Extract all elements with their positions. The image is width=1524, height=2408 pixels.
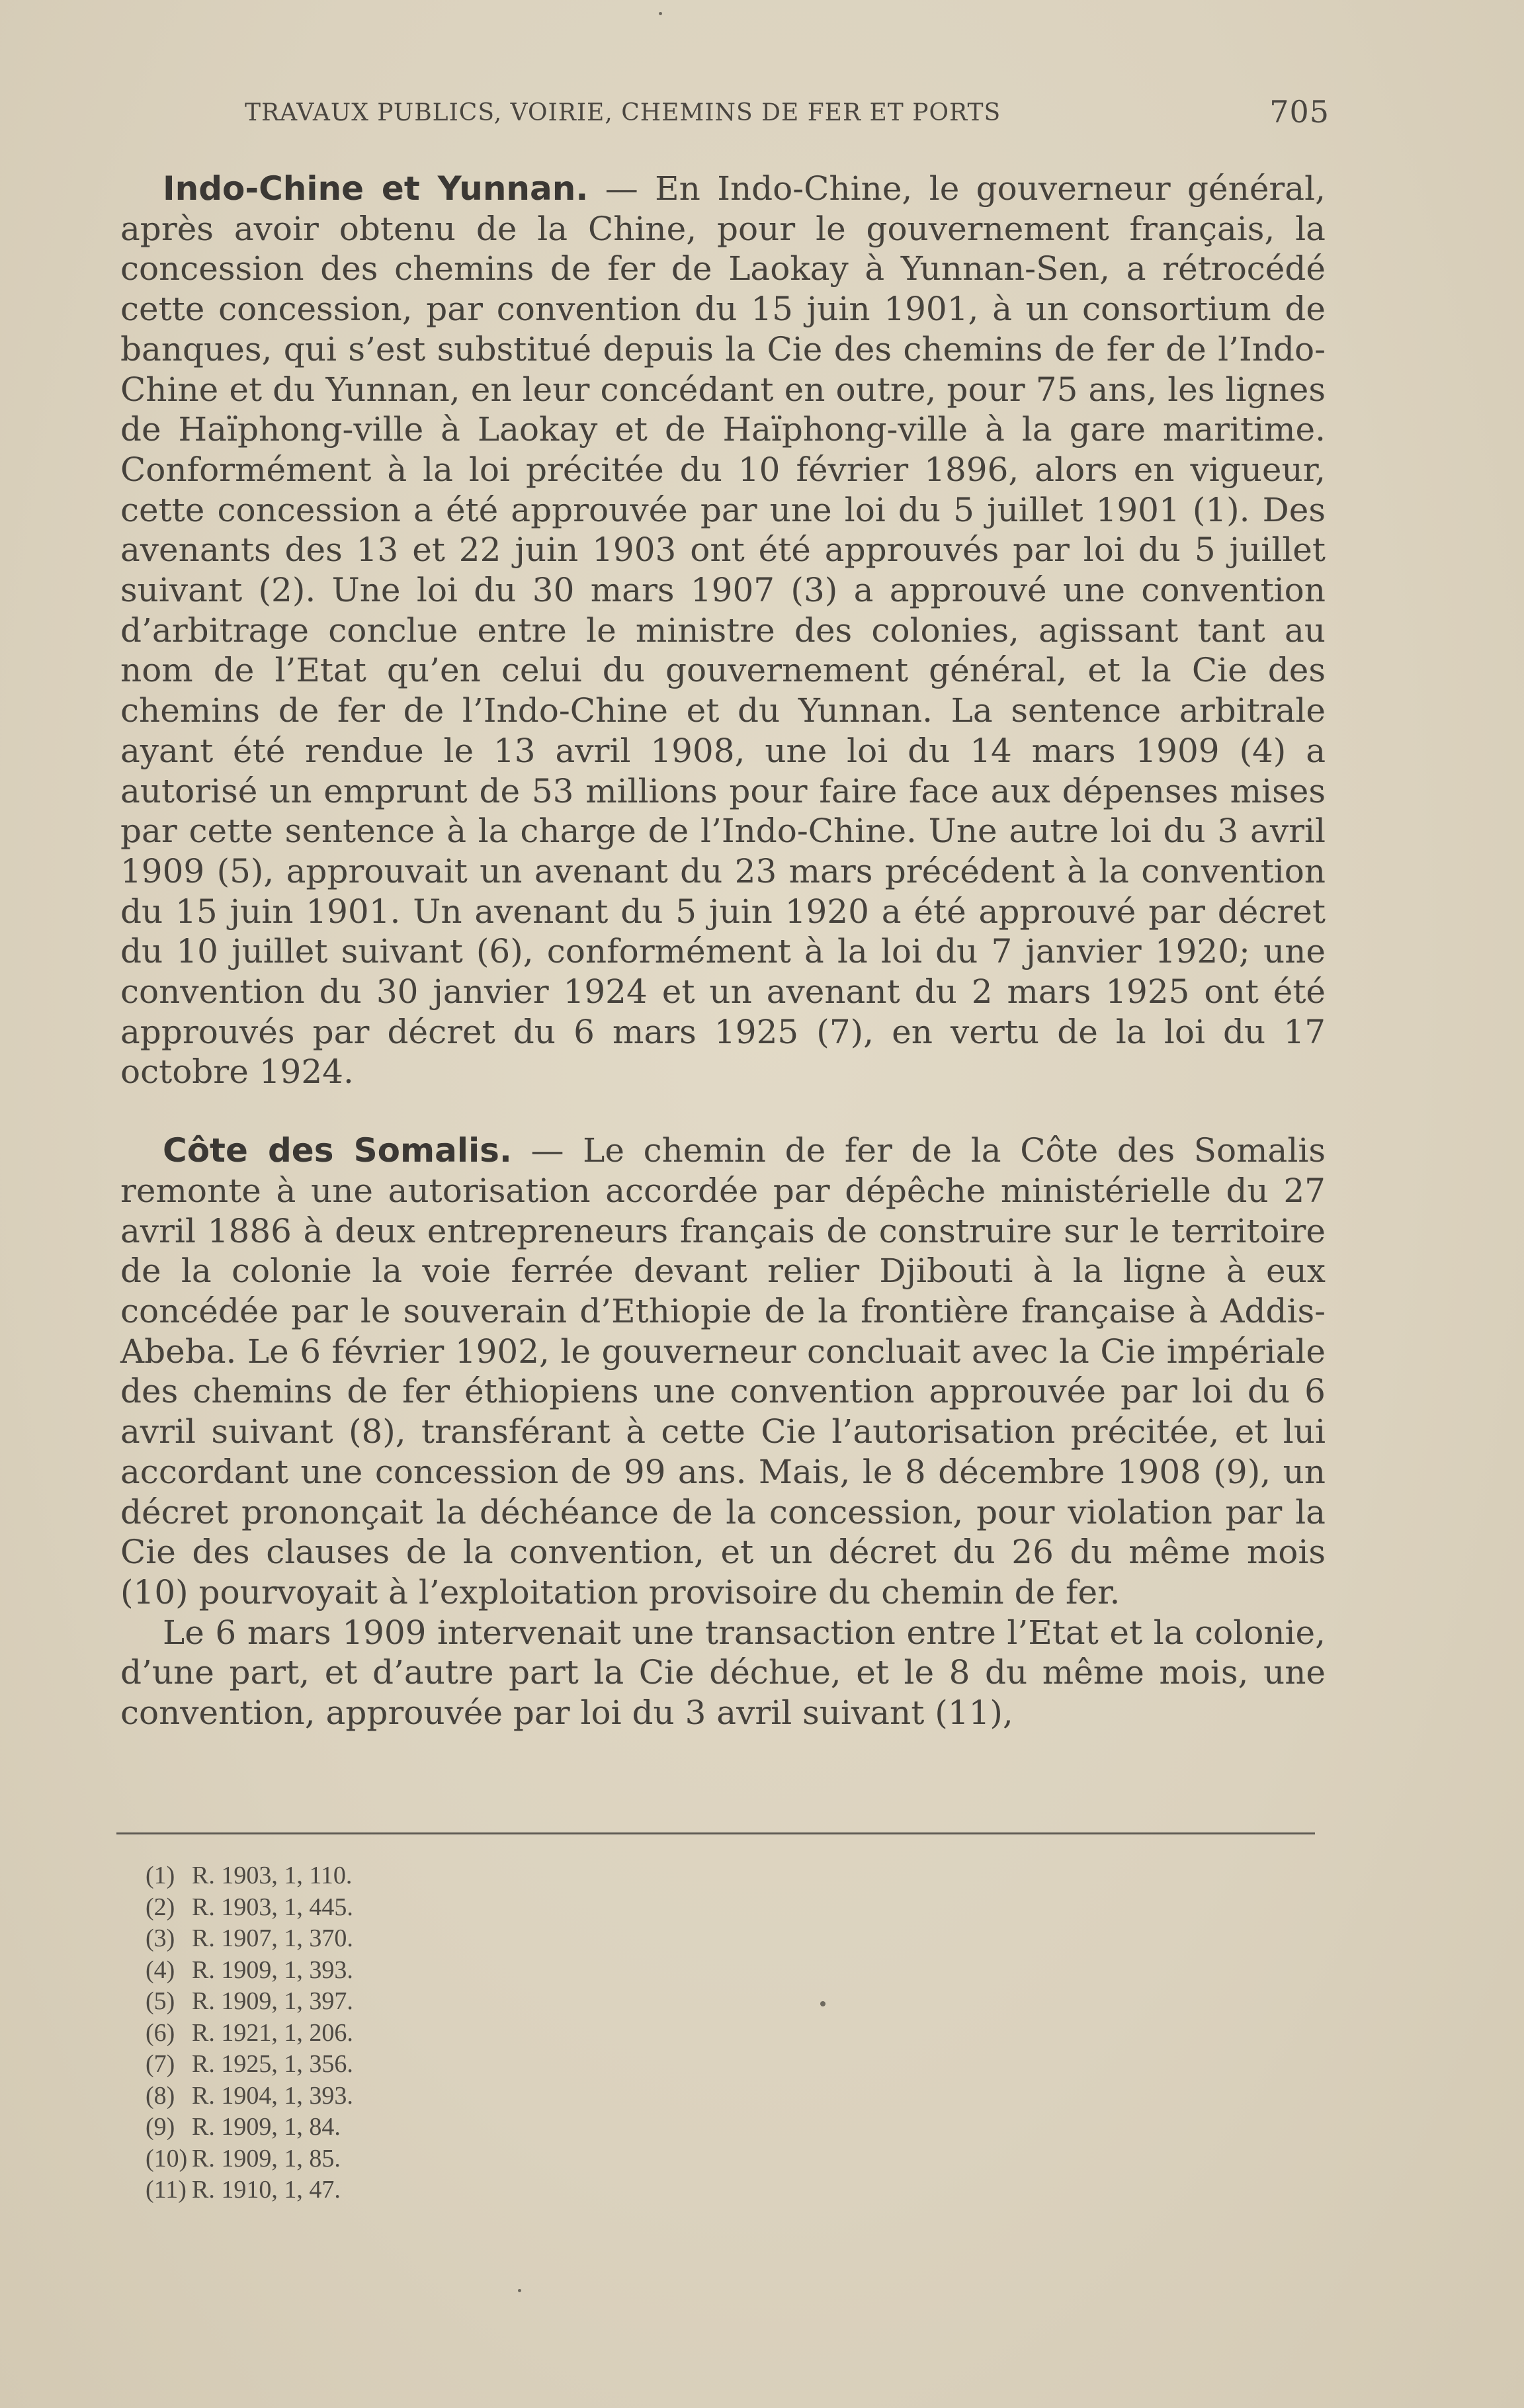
paragraph-text: — En Indo-Chine, le gouverneur général, après avoir obtenu de la Chine, pour le gouvernement français, la concession des chemins de fer de Laokay à Yunnan-Sen, a rétrocédé cette concession, par convention du 15 juin 1901, à un consortium de banques, qui s’est substitué depuis la Cie des chemins de fer de l’Indo-Chine et du Yunnan, en leur concédant en outre, pour 75 ans, les lignes de Haïphong-ville à Laokay et de Haïphong-ville à la gare maritime. Conformément à la loi précitée du 10 février 1896, alors en vigueur, cette concession a été approuvée par une loi du 5 juillet 1901 (1). Des avenants des 13 et 22 juin 1903 ont été approuvés par loi du 5 juillet suivant (2). Une loi du 30 mars 1907 (3) a approuvé une convention d’arbitrage conclue entre le ministre des colonies, agissant tant au nom de l’Etat qu’en celui du gouvernement général, et la Cie des chemins de fer de l’Indo-Chine et du Yunnan. La sentence arbitrale ayant été rendue le 13 avril 1908, une loi du 14 mars 1909 (4) a autorisé un emprunt de 53 millions pour faire face aux dépenses mises par cette sentence à la charge de l’Indo-Chine. Une autre loi du 3 avril 1909 (5), approuvait un avenant du 23 mars précédent à la convention du 15 juin 1901. Un avenant du 5 juin 1920 a été approuvé par décret du 10 juillet suivant (6), conformément à la loi du 7 janvier 1920; une convention du 30 janvier 1924 et un avenant du 2 mars 1925 ont été approuvés par décret du 6 mars 1925 (7), en vertu de la loi du 17 octobre 1924. <box>120 169 1326 1092</box>
footnote-ref: R. 1909, 1, 85. <box>192 2144 341 2172</box>
footnote-number: (6) <box>146 2018 175 2047</box>
paragraph-somalis <box>120 1131 1326 1612</box>
footnote-ref: R. 1925, 1, 356. <box>192 2050 353 2078</box>
paper-speck <box>518 2289 521 2292</box>
footnote <box>146 2112 675 2143</box>
paragraph-indochine <box>120 169 1326 1092</box>
body-text <box>120 169 1326 1733</box>
running-head-title: TRAVAUX PUBLICS, VOIRIE, CHEMINS DE FER ET PORTS <box>245 99 1001 126</box>
footnote-number: (7) <box>146 2050 175 2078</box>
running-head <box>245 94 1330 134</box>
paragraph-text: — Le chemin de fer de la Côte des Somalis remonte à une autorisation accordée par dépêche ministérielle du 27 avril 1886 à deux entrepreneurs français de construire sur le territoire de la colonie la voie ferrée devant relier Djibouti à la ligne à eux concédée par le souverain d’Ethiopie de la frontière française à Addis-Abeba. Le 6 février 1902, le gouverneur concluait avec la Cie impériale des chemins de fer éthiopiens une convention approuvée par loi du 6 avril suivant (8), transférant à cette Cie l’autorisation précitée, et lui accordant une concession de 99 ans. Mais, le 8 décembre 1908 (9), un décret prononçait la déchéance de la concession, pour violation par la Cie des clauses de la convention, et un décret du 26 du même mois (10) pourvoyait à l’exploitation provisoire du chemin de fer. <box>120 1131 1326 1612</box>
footnote-number: (9) <box>146 2113 175 2141</box>
section-heading-somalis: Côte des Somalis. <box>163 1131 512 1170</box>
footnotes <box>146 1860 675 2206</box>
footnote-ref: R. 1909, 1, 397. <box>192 1987 353 2015</box>
section-heading-indochine: Indo-Chine et Yunnan. <box>163 169 589 208</box>
paper-speck <box>820 2001 826 2006</box>
footnote-ref: R. 1909, 1, 84. <box>192 2113 341 2141</box>
footnote-number: (8) <box>146 2081 175 2110</box>
footnote-divider <box>116 1832 1315 1834</box>
footnote-ref: R. 1903, 1, 445. <box>192 1893 353 1921</box>
footnote-number: (5) <box>146 1987 175 2015</box>
footnote-number: (4) <box>146 1956 175 1984</box>
footnote <box>146 2081 675 2112</box>
footnote <box>146 2018 675 2049</box>
paragraph-transaction <box>120 1613 1326 1733</box>
footnote-ref: R. 1921, 1, 206. <box>192 2018 353 2047</box>
footnote <box>146 1986 675 2018</box>
footnote <box>146 1860 675 1892</box>
page-number: 705 <box>1269 94 1330 130</box>
footnote-ref: R. 1909, 1, 393. <box>192 1956 353 1984</box>
footnote-number: (2) <box>146 1893 175 1921</box>
footnote-number: (1) <box>146 1862 175 1889</box>
footnote-ref: R. 1904, 1, 393. <box>192 2081 353 2110</box>
paragraph-text: Le 6 mars 1909 intervenait une transaction entre l’Etat et la colonie, d’une part, et d’autre part la Cie déchue, et le 8 du même mois, une convention, approuvée par loi du 3 avril suivant (11), <box>120 1613 1326 1733</box>
footnote-ref: R. 1910, 1, 47. <box>192 2176 341 2204</box>
paper-speck <box>659 12 662 15</box>
footnote-ref: R. 1907, 1, 370. <box>192 1924 353 1952</box>
footnote <box>146 2143 675 2175</box>
footnote <box>146 1892 675 1924</box>
footnote-number: (11) <box>146 2176 187 2204</box>
footnote <box>146 1923 675 1955</box>
footnote-number: (3) <box>146 1924 175 1952</box>
footnote <box>146 1955 675 1987</box>
footnote <box>146 2049 675 2081</box>
footnote-number: (10) <box>146 2144 188 2172</box>
footnote-ref: R. 1903, 1, 110. <box>192 1862 353 1889</box>
footnote <box>146 2174 675 2206</box>
